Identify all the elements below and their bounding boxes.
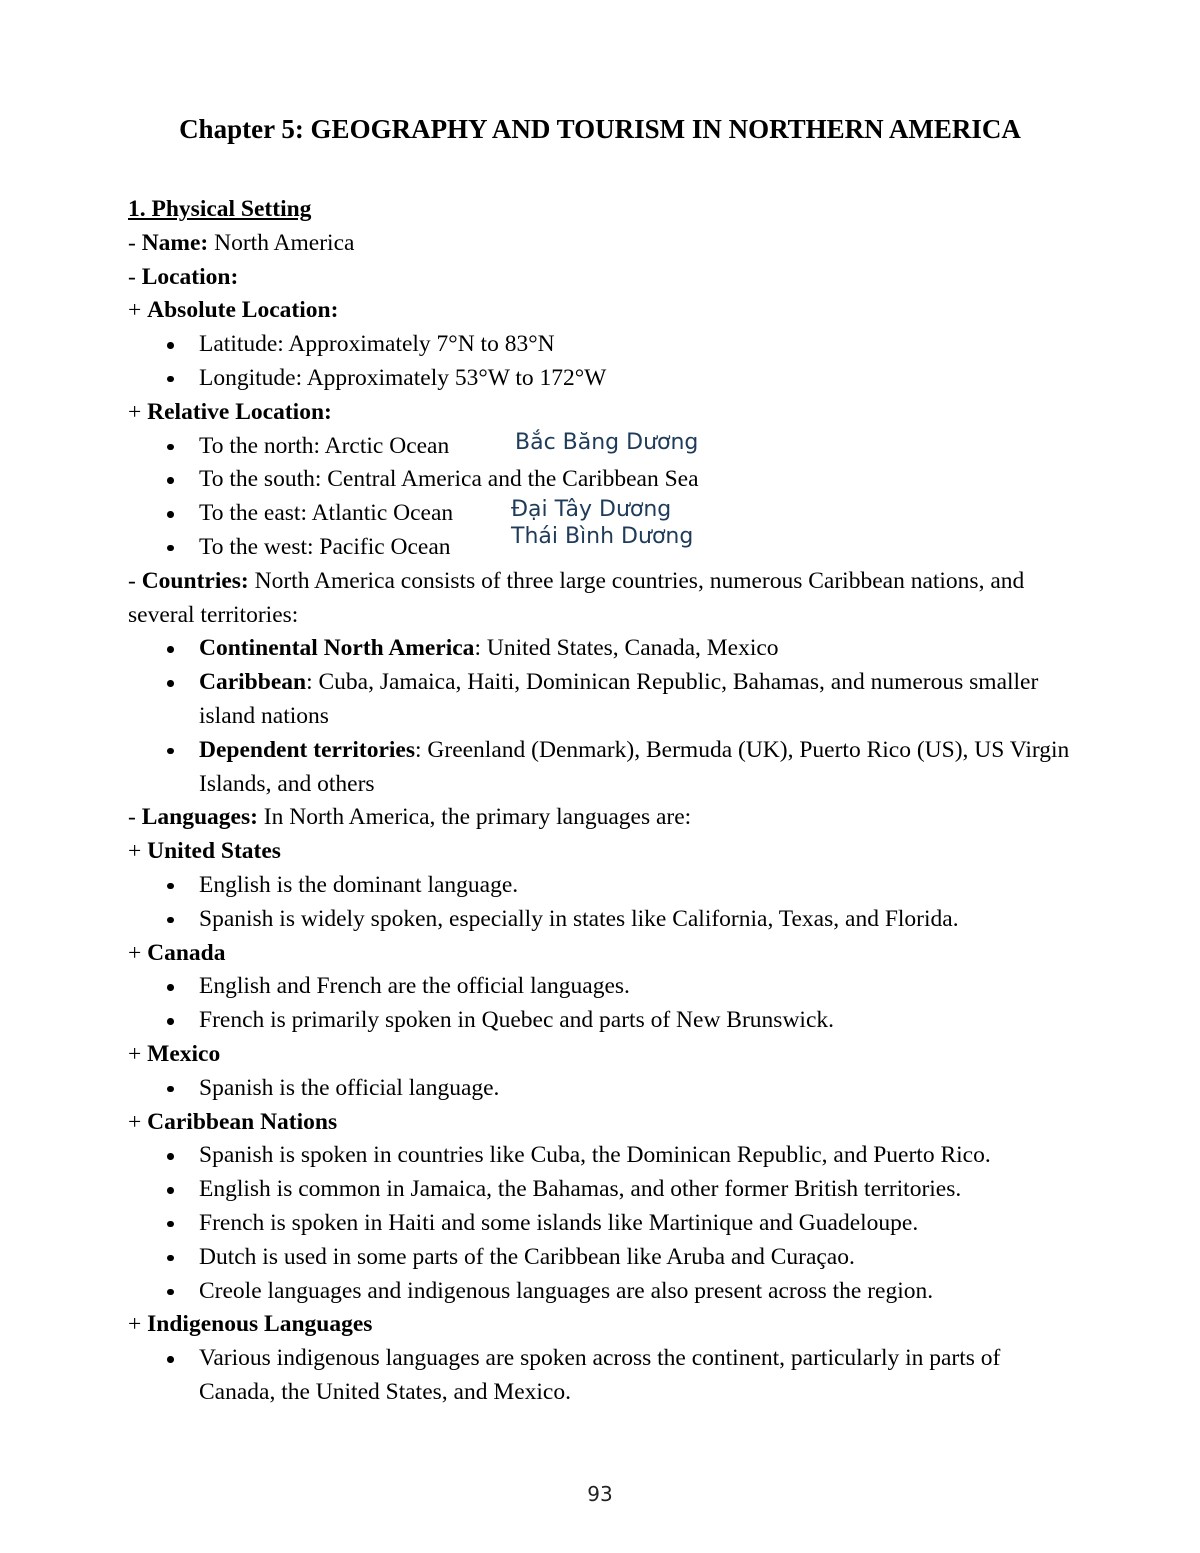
- list-item: Spanish is spoken in countries like Cuba, the Dominican Republic, and Puerto Rico.: [199, 1139, 1078, 1173]
- name-label: Name:: [141, 229, 209, 256]
- annotation-pacific: Thái Bình Dương: [511, 524, 694, 549]
- language-group-heading: [128, 835, 1078, 869]
- countries-paragraph: [128, 565, 1078, 633]
- language-group-list: [128, 970, 1078, 1038]
- list-item: [199, 734, 1078, 802]
- list-item: French is spoken in Haiti and some islands like Martinique and Guadeloupe.: [199, 1207, 1078, 1241]
- list-item: To the south: Central America and the Caribbean Sea: [199, 463, 1078, 497]
- language-group-list: [128, 869, 1078, 937]
- location-label: Location:: [141, 263, 239, 290]
- language-group-heading: [128, 1038, 1078, 1072]
- list-item: English is common in Jamaica, the Bahamas, and other former British territories.: [199, 1173, 1078, 1207]
- absolute-location-line: [128, 294, 1078, 328]
- group-label: United States: [147, 838, 281, 865]
- group-prefix: +: [128, 1040, 148, 1067]
- countries-label: Countries:: [141, 567, 249, 594]
- list-item: [199, 632, 1078, 666]
- group-prefix: +: [128, 1311, 148, 1338]
- languages-prefix: -: [128, 804, 142, 831]
- chapter-title: Chapter 5: GEOGRAPHY AND TOURISM IN NORTHERN AMERICA: [179, 114, 1021, 144]
- list-item: Spanish is widely spoken, especially in states like California, Texas, and Florida.: [199, 903, 1078, 937]
- list-item: To the east: Atlantic Ocean: [199, 497, 1078, 531]
- item-text: : Greenland (Denmark), Bermuda (UK), Puerto Rico (US), US Virgin Islands, and others: [199, 736, 1070, 797]
- name-line: [128, 227, 1078, 261]
- countries-prefix: -: [128, 567, 142, 594]
- document-body: [128, 193, 1078, 1410]
- name-prefix: -: [128, 229, 142, 256]
- absolute-location-list: [128, 328, 1078, 396]
- location-prefix: -: [128, 263, 142, 290]
- page-number: 93: [587, 1482, 613, 1506]
- item-text: : United States, Canada, Mexico: [474, 635, 779, 662]
- list-item: Various indigenous languages are spoken across the continent, particularly in parts of Canada, the United States, and Mexico.: [199, 1342, 1078, 1410]
- languages-line: [128, 801, 1078, 835]
- language-group-list: [128, 1072, 1078, 1106]
- group-label: Indigenous Languages: [147, 1311, 373, 1338]
- group-prefix: +: [128, 838, 148, 865]
- group-label: Caribbean Nations: [147, 1108, 338, 1135]
- group-prefix: +: [128, 1108, 148, 1135]
- name-value: North America: [208, 229, 355, 256]
- list-item: English is the dominant language.: [199, 869, 1078, 903]
- list-item: Dutch is used in some parts of the Caribbean like Aruba and Curaçao.: [199, 1241, 1078, 1275]
- list-item: French is primarily spoken in Quebec and parts of New Brunswick.: [199, 1004, 1078, 1038]
- item-label: Continental North America: [199, 635, 475, 662]
- list-item: Spanish is the official language.: [199, 1072, 1078, 1106]
- list-item: Latitude: Approximately 7°N to 83°N: [199, 328, 1078, 362]
- language-group-heading: [128, 937, 1078, 971]
- group-label: Mexico: [147, 1040, 221, 1067]
- countries-list: [128, 632, 1078, 801]
- group-prefix: +: [128, 939, 148, 966]
- relative-location-line: [128, 396, 1078, 430]
- group-label: Canada: [147, 939, 226, 966]
- list-item: To the west: Pacific Ocean: [199, 531, 1078, 565]
- item-label: Caribbean: [199, 669, 307, 696]
- section-heading: 1. Physical Setting: [128, 196, 312, 222]
- absolute-label: Absolute Location:: [147, 297, 339, 324]
- languages-label: Languages:: [141, 804, 258, 831]
- annotation-arctic: Bắc Băng Dương: [515, 430, 699, 455]
- item-label: Dependent territories: [199, 736, 415, 763]
- relative-prefix: +: [128, 398, 148, 425]
- item-text: : Cuba, Jamaica, Haiti, Dominican Republic, Bahamas, and numerous smaller island nations: [199, 669, 1039, 729]
- languages-text: In North America, the primary languages are:: [257, 804, 692, 831]
- absolute-prefix: +: [128, 297, 148, 324]
- language-group-list: [128, 1342, 1078, 1410]
- relative-label: Relative Location:: [147, 398, 332, 425]
- language-group-heading: [128, 1106, 1078, 1140]
- list-item: Longitude: Approximately 53°W to 172°W: [199, 362, 1078, 396]
- list-item: English and French are the official languages.: [199, 970, 1078, 1004]
- annotation-atlantic: Đại Tây Dương: [511, 497, 672, 522]
- location-line: [128, 261, 1078, 295]
- list-item: To the north: Arctic Ocean: [199, 430, 1078, 464]
- countries-text: North America consists of three large countries, numerous Caribbean nations, and several territories:: [128, 567, 1025, 628]
- language-group-heading: [128, 1308, 1078, 1342]
- language-group-list: [128, 1139, 1078, 1308]
- list-item: Creole languages and indigenous languages are also present across the region.: [199, 1275, 1078, 1309]
- list-item: [199, 666, 1078, 734]
